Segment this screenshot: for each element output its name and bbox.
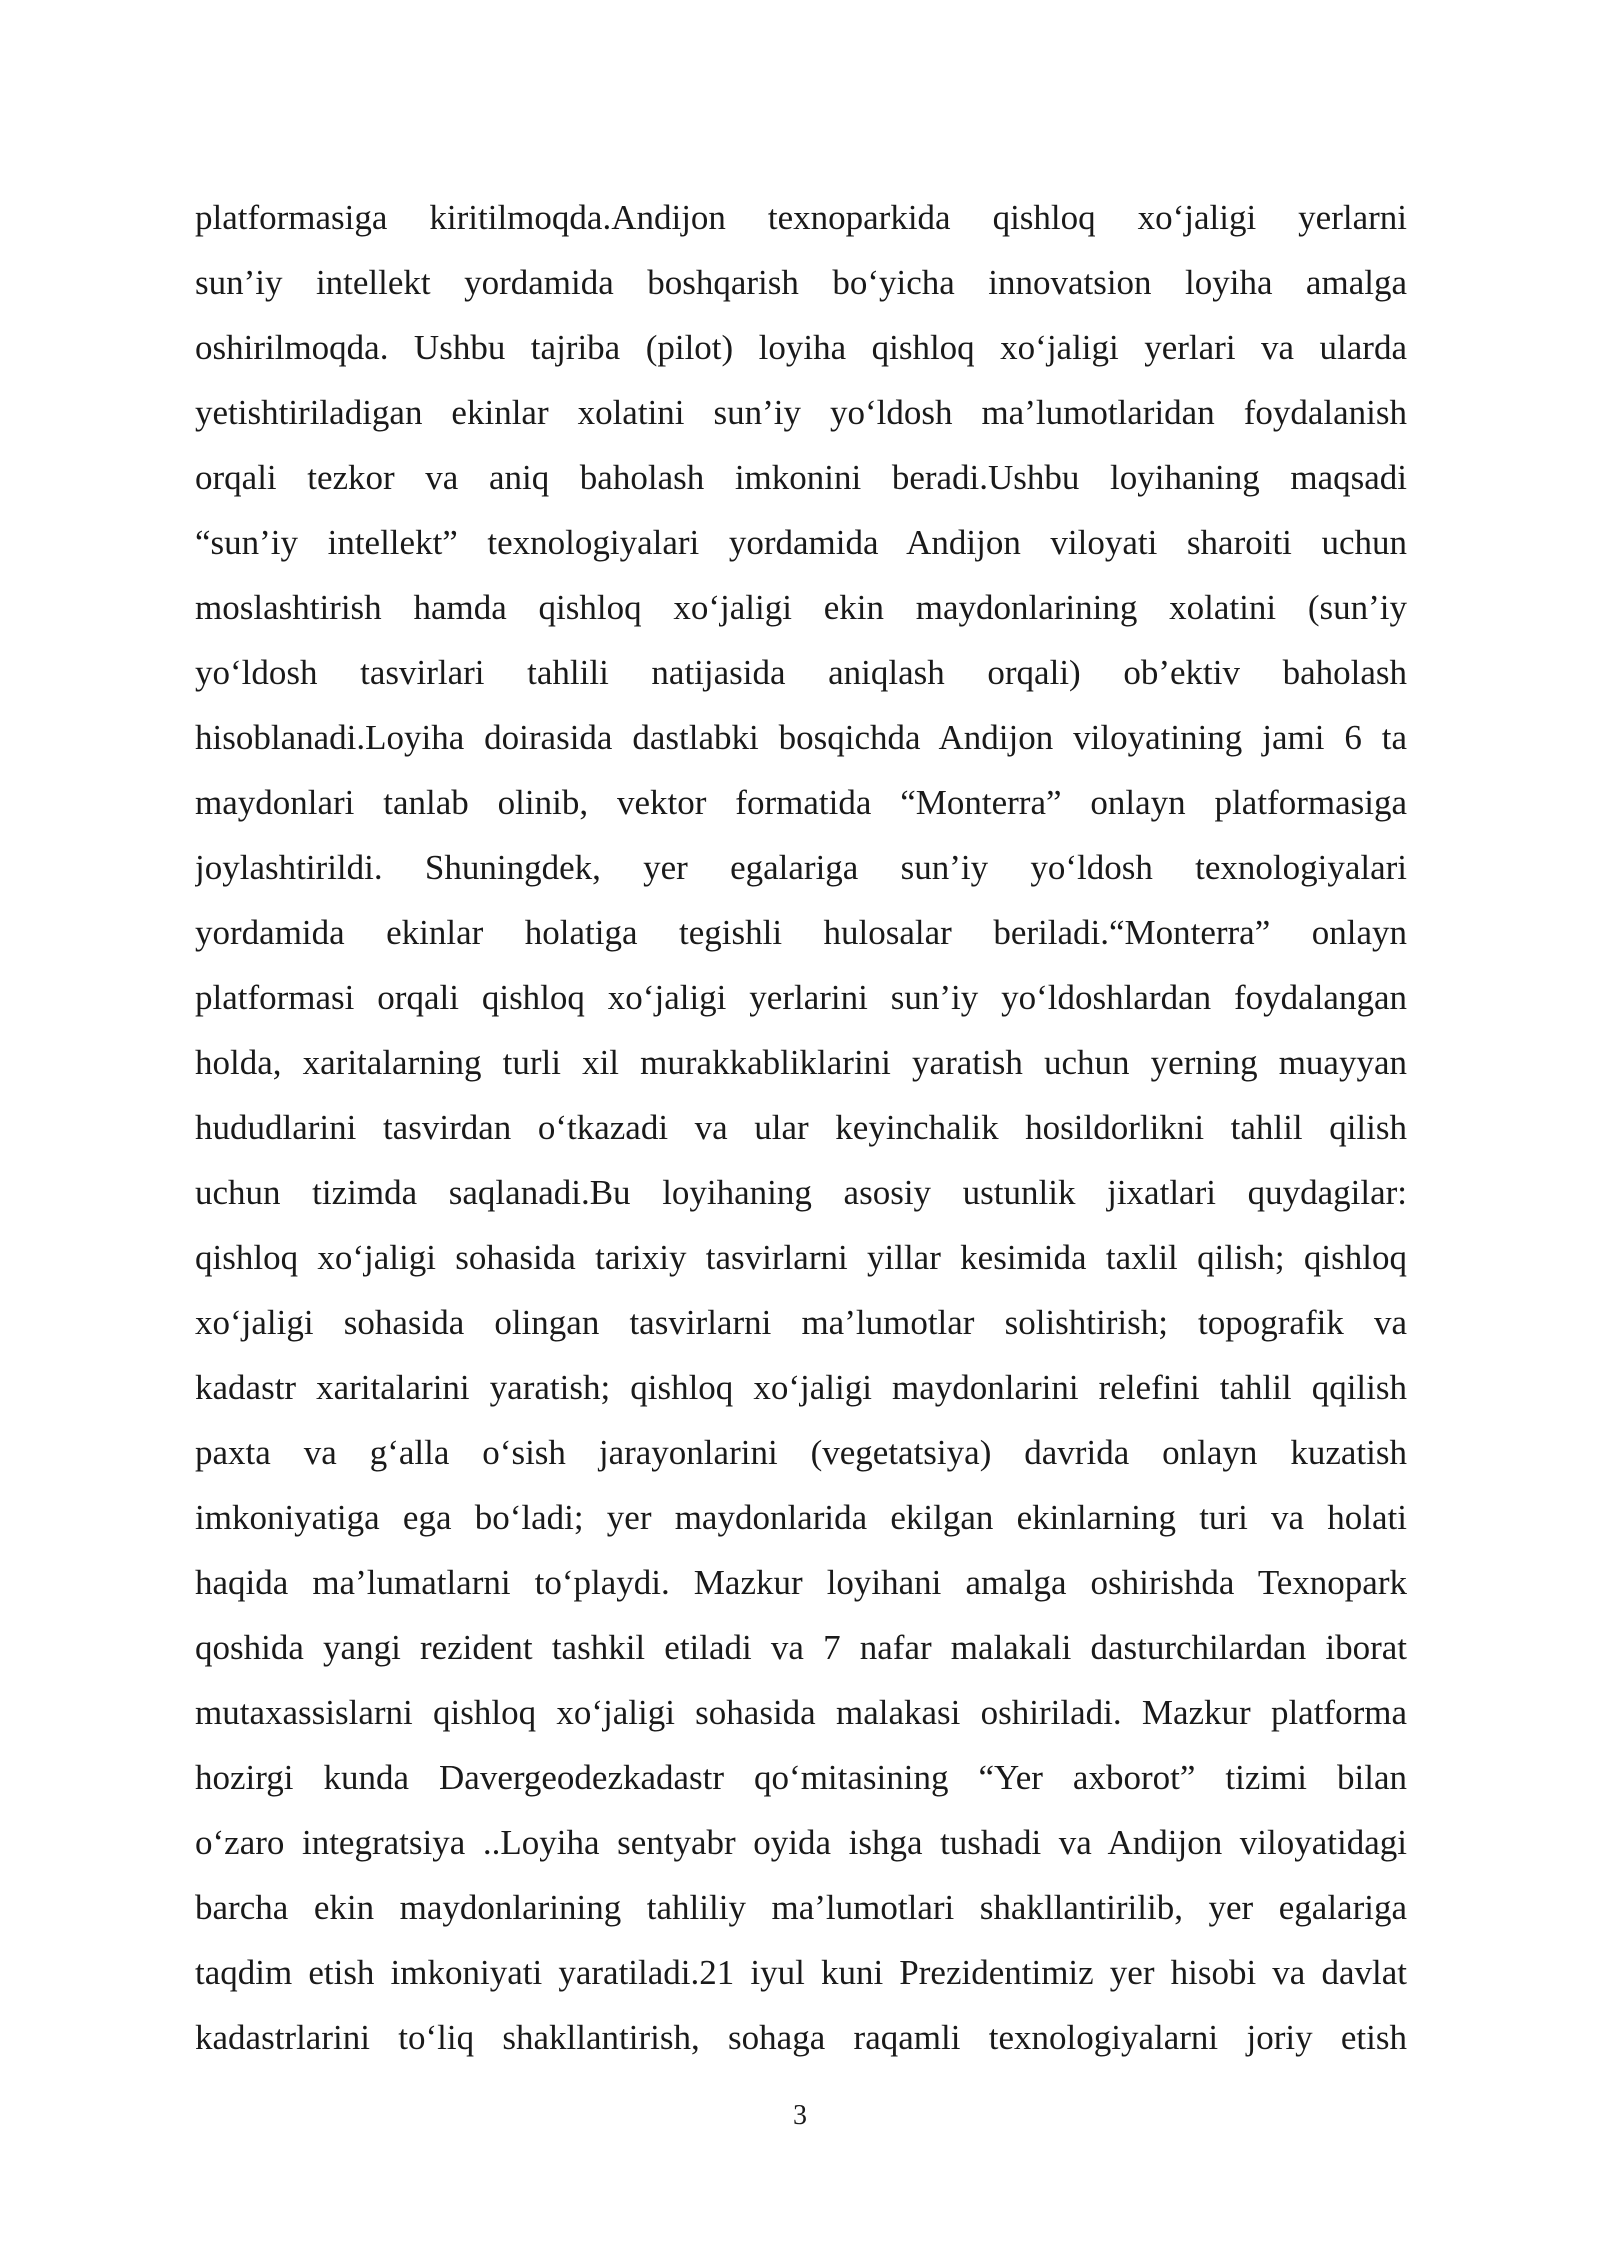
text-line: maydonlari tanlab olinib, vektor formatida “Monterra” onlayn platformasiga [195, 783, 1407, 822]
text-line: sun’iy intellekt yordamida boshqarish bo‘yicha innovatsion loyiha amalga [195, 263, 1407, 302]
text-line: uchun tizimda saqlanadi.Bu loyihaning asosiy ustunlik jixatlari quydagilar: [195, 1173, 1407, 1212]
text-line: “sun’iy intellekt” texnologiyalari yordamida Andijon viloyati sharoiti uchun [195, 523, 1407, 562]
text-line: barcha ekin maydonlarining tahliliy ma’lumotlari shakllantirilib, yer egalariga [195, 1888, 1407, 1927]
text-line: taqdim etish imkoniyati yaratiladi.21 iyul kuni Prezidentimiz yer hisobi va davlat [195, 1953, 1407, 1992]
text-line: haqida ma’lumatlarni to‘playdi. Mazkur loyihani amalga oshirishda Texnopark [195, 1563, 1407, 1602]
text-line: hozirgi kunda Davergeodezkadastr qo‘mitasining “Yer axborot” tizimi bilan [195, 1758, 1407, 1797]
text-line: moslashtirish hamda qishloq xo‘jaligi ekin maydonlarining xolatini (sun’iy [195, 588, 1407, 627]
text-line: kadastrlarini to‘liq shakllantirish, sohaga raqamli texnologiyalarni joriy etish [195, 2018, 1407, 2057]
text-line: qoshida yangi rezident tashkil etiladi va 7 nafar malakali dasturchilardan iborat [195, 1628, 1407, 1667]
text-line: qishloq xo‘jaligi sohasida tarixiy tasvirlarni yillar kesimida taxlil qilish; qishloq [195, 1238, 1407, 1277]
text-line: xo‘jaligi sohasida olingan tasvirlarni ma’lumotlar solishtirish; topografik va [195, 1303, 1407, 1342]
text-line: imkoniyatiga ega bo‘ladi; yer maydonlarida ekilgan ekinlarning turi va holati [195, 1498, 1407, 1537]
text-line: kadastr xaritalarini yaratish; qishloq xo‘jaligi maydonlarini relefini tahlil qqilish [195, 1368, 1407, 1407]
text-line: o‘zaro integratsiya ..Loyiha sentyabr oyida ishga tushadi va Andijon viloyatidagi [195, 1823, 1407, 1862]
text-line: paxta va g‘alla o‘sish jarayonlarini (vegetatsiya) davrida onlayn kuzatish [195, 1433, 1407, 1472]
text-line: yetishtiriladigan ekinlar xolatini sun’iy yo‘ldosh ma’lumotlaridan foydalanish [195, 393, 1407, 432]
body-paragraph [195, 185, 1407, 2070]
text-line: joylashtirildi. Shuningdek, yer egalariga sun’iy yo‘ldosh texnologiyalari [195, 848, 1407, 887]
text-line: hisoblanadi.Loyiha doirasida dastlabki bosqichda Andijon viloyatining jami 6 ta [195, 718, 1407, 757]
page-number: 3 [793, 2100, 807, 2131]
text-line: hududlarini tasvirdan o‘tkazadi va ular keyinchalik hosildorlikni tahlil qilish [195, 1108, 1407, 1147]
text-line: holda, xaritalarning turli xil murakkabliklarini yaratish uchun yerning muayyan [195, 1043, 1407, 1082]
text-line: platformasi orqali qishloq xo‘jaligi yerlarini sun’iy yo‘ldoshlardan foydalangan [195, 978, 1407, 1017]
text-line: oshirilmoqda. Ushbu tajriba (pilot) loyiha qishloq xo‘jaligi yerlari va ularda [195, 328, 1407, 367]
text-line: mutaxassislarni qishloq xo‘jaligi sohasida malakasi oshiriladi. Mazkur platforma [195, 1693, 1407, 1732]
text-line: yo‘ldosh tasvirlari tahlili natijasida aniqlash orqali) ob’ektiv baholash [195, 653, 1407, 692]
text-line: orqali tezkor va aniq baholash imkonini beradi.Ushbu loyihaning maqsadi [195, 458, 1407, 497]
text-line: platformasiga kiritilmoqda.Andijon texnoparkida qishloq xo‘jaligi yerlarni [195, 198, 1407, 237]
text-line: yordamida ekinlar holatiga tegishli hulosalar beriladi.“Monterra” onlayn [195, 913, 1407, 952]
